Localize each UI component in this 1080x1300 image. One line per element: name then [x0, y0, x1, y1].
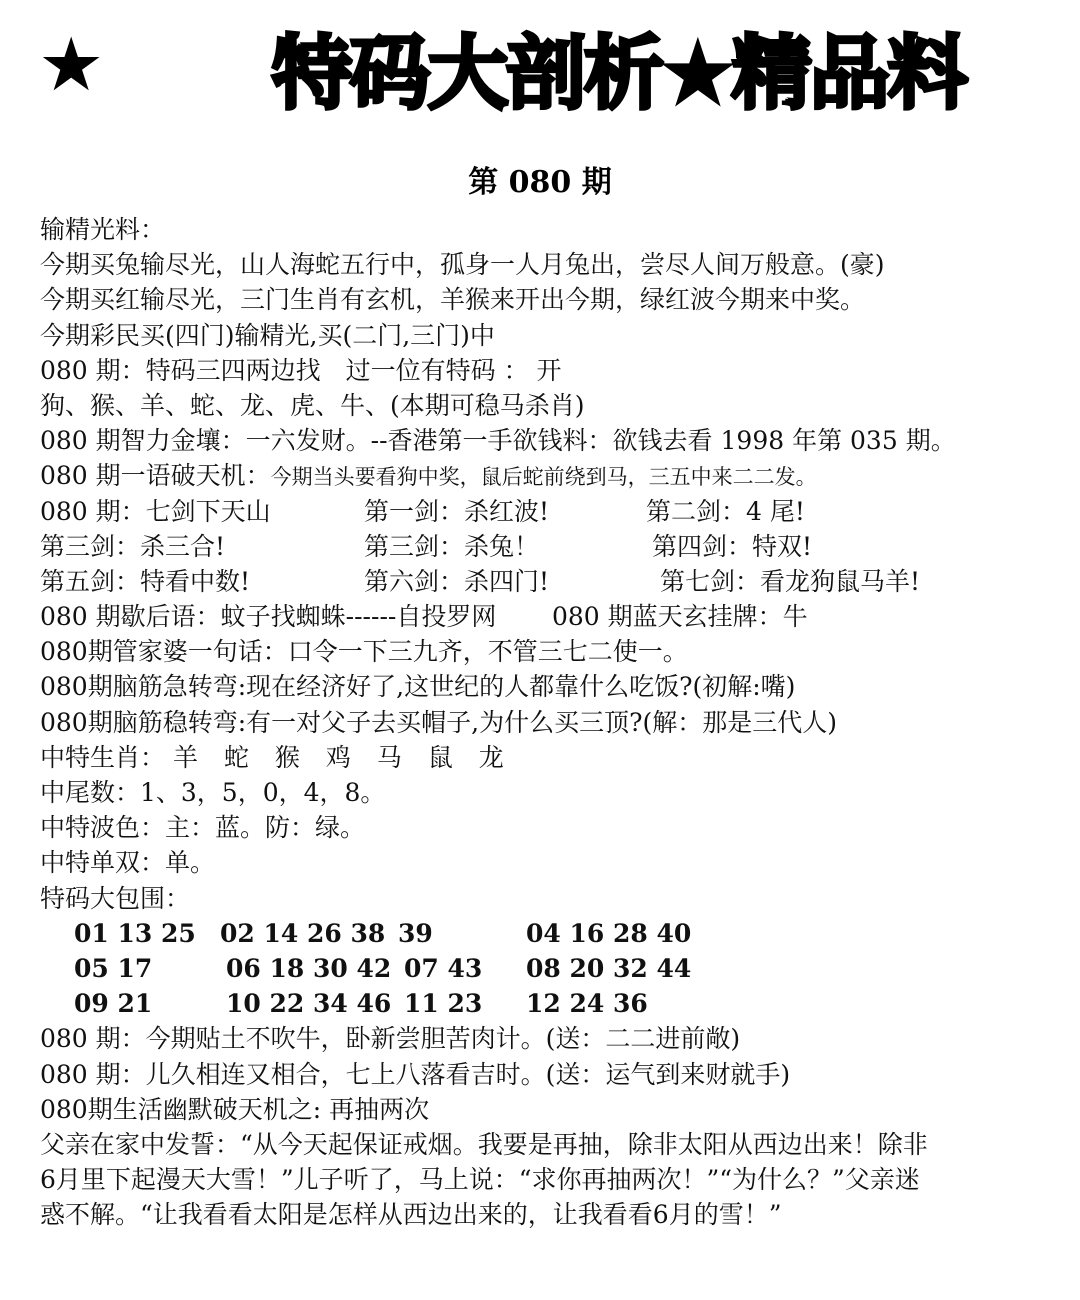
zodiac-item: 猴: [274, 742, 300, 772]
line-text: 今期当头要看狗中奖，鼠后蛇前绕到马，三五中来二二发。: [270, 465, 817, 490]
sword-item: 第五剑：特看中数!: [40, 566, 251, 596]
number-group: 04 16 28 40: [526, 918, 692, 948]
sword-item: 第七剑：看龙狗鼠马羊!: [660, 566, 921, 596]
text-line: 080期脑筋稳转弯:有一对父子去买帽子,为什么买三顶?(解：那是三代人): [40, 707, 837, 737]
line-text: 080 期歇后语：蚊子找蜘蛛------自投罗网: [40, 602, 497, 632]
zodiac-item: 蛇: [223, 742, 249, 772]
text-line: 080 期智力金壤：一六发财。--香港第一手欲钱料：欲钱去看 1998 年第 035 期。: [40, 426, 956, 456]
number-group: 07 43: [404, 953, 483, 983]
number-group: 11 23: [404, 989, 483, 1019]
line-label: 080 期一语破天机：: [40, 461, 271, 491]
text-line: 080期脑筋急转弯:现在经济好了,这世纪的人都靠什么吃饭?(初解:嘴): [40, 672, 796, 702]
text-line: 080期管家婆一句话：口令一下三九齐，不管三七二使一。: [40, 637, 688, 667]
header: [0, 22, 1080, 138]
zodiac-line: [40, 740, 1050, 775]
number-group: 08 20 32 44: [526, 953, 692, 983]
zodiac-item: 龙: [478, 742, 504, 772]
text-line: 中特单双：单。: [40, 848, 216, 878]
number-row: [40, 916, 1050, 951]
text-line: 今期买红输尽光，三门生肖有玄机，羊猴来开出今期，绿红波今期来中奖。: [40, 285, 866, 315]
sword-item: 第三剑：杀兔！: [364, 531, 540, 561]
text-line: 特码大包围：: [40, 883, 191, 913]
sword-item: 第一剑：杀红波!: [364, 496, 550, 526]
line-text: 080 期蓝天玄挂牌：牛: [552, 602, 808, 632]
text-line: 080 期：今期贴土不吹牛，卧新尝胆苦肉计。(送：二二进前敞): [40, 1024, 741, 1054]
content: [40, 212, 1050, 1232]
zodiac-item: 羊: [172, 742, 198, 772]
text-line: 父亲在家中发誓：“从今天起保证戒烟。我要是再抽，除非太阳从西边出来！除非: [40, 1129, 928, 1159]
text-line: 080 期：儿久相连又相合，七上八落看吉时。(送：运气到来财就手): [40, 1059, 791, 1089]
text-line: 狗、猴、羊、蛇、龙、虎、牛、(本期可稳马杀肖): [40, 390, 585, 420]
text-line: [40, 599, 1050, 634]
text-line: [40, 458, 1050, 493]
number-group: 12 24 36: [526, 989, 648, 1019]
number-row: [40, 951, 1050, 986]
number-group: 05 17: [74, 953, 153, 983]
text-line: 惑不解。“让我看看太阳是怎样从西边出来的，让我看看6月的雪！”: [40, 1200, 782, 1230]
number-group: 01 13 25: [74, 918, 196, 948]
zodiac-item: 鼠: [427, 742, 453, 772]
sword-row: [40, 529, 1050, 564]
sword-item: 第三剑：杀三合!: [40, 531, 226, 561]
zodiac-item: 马: [376, 742, 402, 772]
sword-row: [40, 564, 1050, 599]
issue-number: 第 080 期: [468, 165, 612, 200]
sword-item: 第二剑：4 尾!: [646, 496, 805, 526]
sword-item: 080 期：七剑下天山: [40, 496, 271, 526]
zodiac-item: 鸡: [325, 742, 351, 772]
text-line: 080期生活幽默破天机之: 再抽两次: [40, 1094, 430, 1124]
text-line: 今期彩民买(四门)输精光,买(二门,三门)中: [40, 320, 495, 350]
number-group: 02 14 26 38: [220, 918, 386, 948]
line-label: 中特生肖：: [40, 742, 166, 772]
text-line: 中尾数：1、3，5，0，4，8。: [40, 778, 386, 807]
text-line: 6月里下起漫天大雪！”儿子听了，马上说：“求你再抽两次！”“为什么？”父亲迷: [40, 1165, 920, 1195]
sword-item: 第四剑：特双!: [652, 531, 813, 561]
number-group: 09 21: [74, 989, 153, 1019]
intro-label: 输精光料：: [40, 215, 166, 244]
text-line: 080 期：特码三四两边找 过一位有特码 ： 开: [40, 355, 562, 385]
sword-item: 第六剑：杀四门!: [364, 566, 550, 596]
star-icon: ★: [38, 22, 105, 108]
text-line: 今期买兔输尽光，山人海蛇五行中，孤身一人月兔出，尝尽人间万般意。(豪): [40, 250, 885, 280]
number-group: 10 22 34 46: [226, 989, 392, 1019]
number-group: 39: [398, 918, 433, 948]
number-group: 06 18 30 42: [226, 953, 392, 983]
sword-row: [40, 494, 1050, 529]
number-row: [40, 986, 1050, 1021]
page-title: 特码大剖析★精品料: [272, 27, 966, 120]
text-line: 中特波色：主：蓝。防：绿。: [40, 813, 366, 843]
